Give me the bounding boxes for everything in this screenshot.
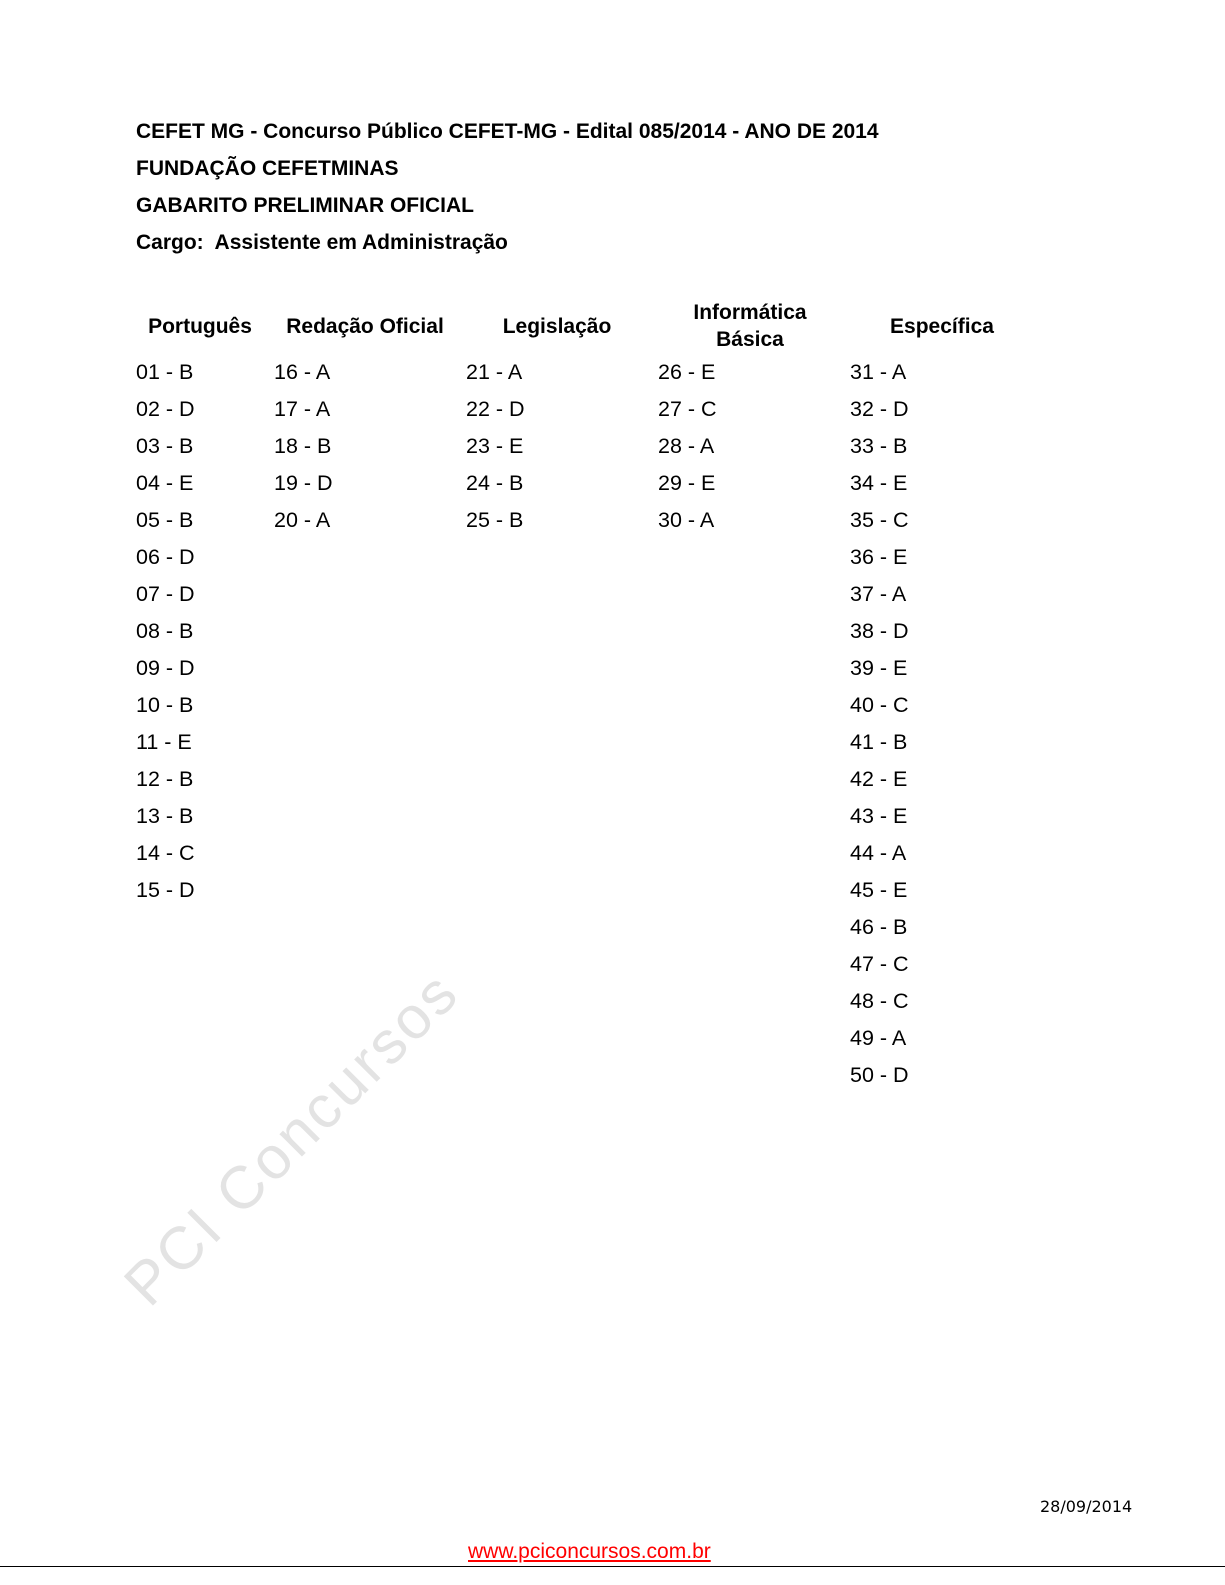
answers-informatica-basica bbox=[658, 360, 717, 545]
answer-item: 30 - A bbox=[658, 508, 715, 532]
answer-item: 05 - B bbox=[136, 508, 194, 532]
answer-item: 10 - B bbox=[136, 693, 194, 717]
answer-item: 48 - C bbox=[850, 989, 909, 1013]
column-header-redacao-oficial: Redação Oficial bbox=[286, 315, 444, 338]
footer-website-link[interactable]: www.pciconcursos.com.br bbox=[468, 1540, 711, 1563]
answer-item: 12 - B bbox=[136, 767, 194, 791]
header-position: Cargo: Assistente em Administração bbox=[136, 231, 508, 254]
answer-item: 11 - E bbox=[136, 730, 192, 754]
answer-item: 31 - A bbox=[850, 360, 907, 384]
answer-item: 40 - C bbox=[850, 693, 909, 717]
answer-item: 27 - C bbox=[658, 397, 717, 421]
column-header-legislacao: Legislação bbox=[502, 315, 612, 338]
answer-item: 35 - C bbox=[850, 508, 909, 532]
answer-item: 44 - A bbox=[850, 841, 907, 865]
answers-portugues bbox=[136, 360, 195, 915]
answer-item: 09 - D bbox=[136, 656, 195, 680]
answers-redacao-oficial bbox=[274, 360, 333, 545]
header-subtitle: GABARITO PRELIMINAR OFICIAL bbox=[136, 194, 474, 217]
answer-item: 42 - E bbox=[850, 767, 908, 791]
watermark: PCI Concursos bbox=[111, 957, 472, 1319]
header-organization: FUNDAÇÃO CEFETMINAS bbox=[136, 157, 399, 180]
answers-especifica bbox=[850, 360, 909, 1100]
answer-item: 13 - B bbox=[136, 804, 194, 828]
header-title: CEFET MG - Concurso Público CEFET-MG - Edital 085/2014 - ANO DE 2014 bbox=[136, 120, 879, 143]
answer-item: 20 - A bbox=[274, 508, 331, 532]
answer-item: 41 - B bbox=[850, 730, 908, 754]
answer-item: 49 - A bbox=[850, 1026, 907, 1050]
answer-item: 32 - D bbox=[850, 397, 909, 421]
answer-item: 36 - E bbox=[850, 545, 908, 569]
answer-item: 33 - B bbox=[850, 434, 908, 458]
answer-item: 01 - B bbox=[136, 360, 194, 384]
column-header-informatica-line1: Informática bbox=[693, 301, 807, 324]
answer-item: 24 - B bbox=[466, 471, 524, 495]
answer-item: 26 - E bbox=[658, 360, 716, 384]
answer-item: 23 - E bbox=[466, 434, 524, 458]
column-header-informatica-line2: Básica bbox=[716, 328, 784, 351]
answer-item: 50 - D bbox=[850, 1063, 909, 1087]
answer-item: 19 - D bbox=[274, 471, 333, 495]
answer-item: 46 - B bbox=[850, 915, 908, 939]
answer-item: 45 - E bbox=[850, 878, 908, 902]
column-header-especifica: Específica bbox=[890, 315, 994, 338]
answer-item: 04 - E bbox=[136, 471, 194, 495]
answer-item: 03 - B bbox=[136, 434, 194, 458]
answers-legislacao bbox=[466, 360, 525, 545]
answer-item: 16 - A bbox=[274, 360, 331, 384]
column-header-portugues: Português bbox=[148, 315, 252, 338]
answer-item: 25 - B bbox=[466, 508, 524, 532]
answer-item: 21 - A bbox=[466, 360, 523, 384]
answer-item: 28 - A bbox=[658, 434, 715, 458]
footer-divider bbox=[0, 1566, 1225, 1567]
answer-item: 43 - E bbox=[850, 804, 908, 828]
answer-item: 18 - B bbox=[274, 434, 332, 458]
column-header-informatica-basica bbox=[693, 299, 806, 353]
answer-item: 22 - D bbox=[466, 397, 525, 421]
answer-item: 08 - B bbox=[136, 619, 194, 643]
answer-item: 29 - E bbox=[658, 471, 716, 495]
answer-item: 07 - D bbox=[136, 582, 195, 606]
answer-item: 47 - C bbox=[850, 952, 909, 976]
answer-item: 02 - D bbox=[136, 397, 195, 421]
answer-item: 06 - D bbox=[136, 545, 195, 569]
answer-item: 37 - A bbox=[850, 582, 907, 606]
document-date: 28/09/2014 bbox=[1040, 1497, 1133, 1516]
answer-item: 39 - E bbox=[850, 656, 908, 680]
answer-item: 15 - D bbox=[136, 878, 195, 902]
answer-item: 14 - C bbox=[136, 841, 195, 865]
answer-item: 17 - A bbox=[274, 397, 331, 421]
answer-item: 34 - E bbox=[850, 471, 908, 495]
answer-item: 38 - D bbox=[850, 619, 909, 643]
